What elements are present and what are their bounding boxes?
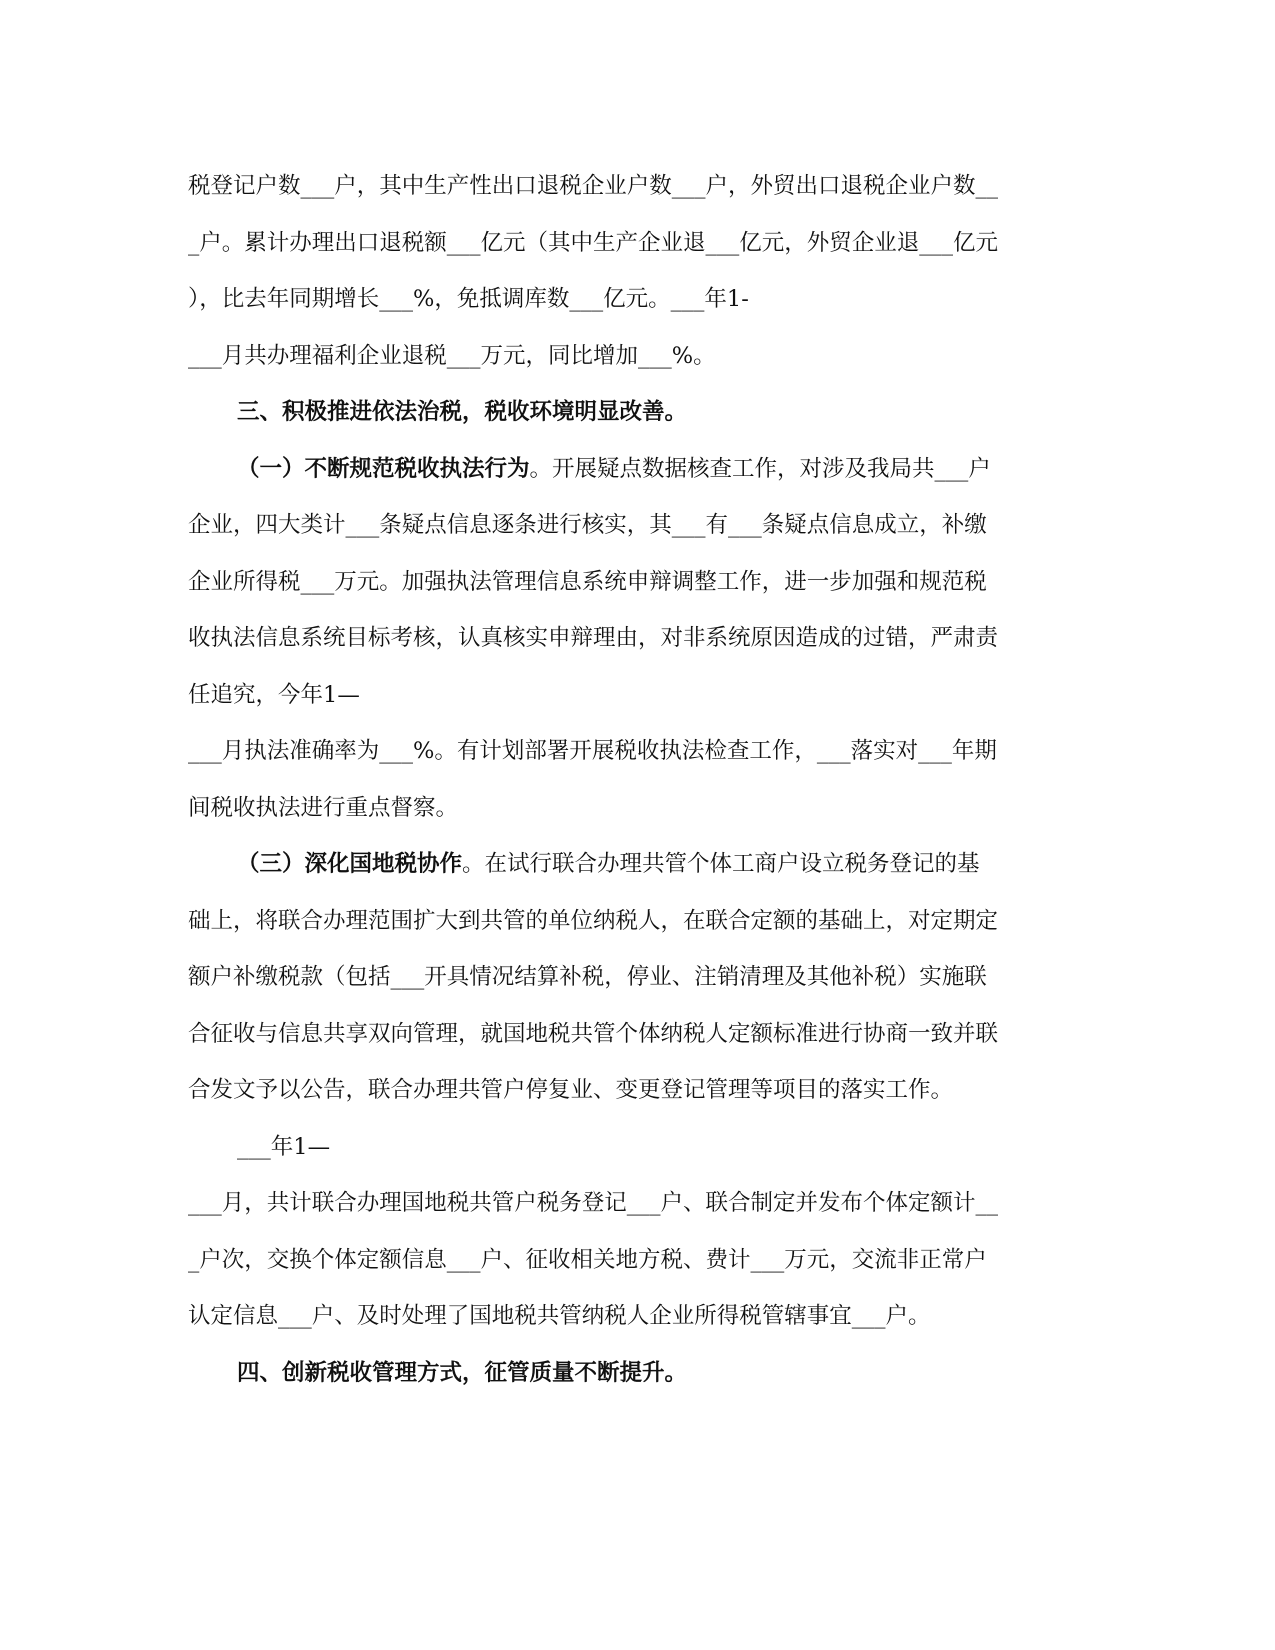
section-3-1-line-1-text: 。开展疑点数据核查工作，对涉及我局共___户 <box>529 456 991 482</box>
section-3-3-line-1-text: 。在试行联合办理共管个体工商户设立税务登记的基 <box>462 851 980 877</box>
section-3-3-line-1 <box>237 848 1137 880</box>
section-3-3-line-2: 础上，将联合办理范围扩大到共管的单位纳税人，在联合定额的基础上，对定期定 <box>188 908 999 934</box>
stats-paragraph-line-2: ___月，共计联合办理国地税共管户税务登记___户、联合制定并发布个体定额计__ <box>188 1190 999 1216</box>
paragraph-1-line-3: ），比去年同期增长___%，免抵调库数___亿元。___年1- <box>188 286 749 312</box>
section-3-3-line-4: 合征收与信息共享双向管理，就国地税共管个体纳税人定额标准进行协商一致并联 <box>188 1021 999 1047</box>
paragraph-1-line-4: ___月共办理福利企业退税___万元，同比增加___%。 <box>188 343 716 369</box>
section-3-1-line-7: 间税收执法进行重点督察。 <box>188 795 459 821</box>
section-3-3-line-5: 合发文予以公告，联合办理共管户停复业、变更登记管理等项目的落实工作。 <box>188 1077 954 1103</box>
stats-paragraph-line-4: 认定信息___户、及时处理了国地税共管纳税人企业所得税管辖事宜___户。 <box>188 1303 931 1329</box>
section-heading-3: 三、积极推进依法治税，税收环境明显改善。 <box>237 399 688 425</box>
section-3-1-line-5: 任追究，今年1— <box>188 682 360 708</box>
section-3-1-line-3: 企业所得税___万元。加强执法管理信息系统申辩调整工作，进一步加强和规范税 <box>188 569 987 595</box>
section-heading-4: 四、创新税收管理方式，征管质量不断提升。 <box>237 1360 688 1386</box>
section-3-1-line-2: 企业，四大类计___条疑点信息逐条进行核实，其___有___条疑点信息成立，补缴 <box>188 512 987 538</box>
stats-paragraph-line-1: ___年1— <box>237 1134 331 1160</box>
section-3-1-line-6: ___月执法准确率为___%。有计划部署开展税收执法检查工作，___落实对___年期 <box>188 738 997 764</box>
section-3-1-label: （一）不断规范税收执法行为 <box>237 456 530 482</box>
paragraph-1-line-1: 税登记户数___户，其中生产性出口退税企业户数___户，外贸出口退税企业户数__ <box>188 173 999 199</box>
section-3-3-line-3: 额户补缴税款（包括___开具情况结算补税，停业、注销清理及其他补税）实施联 <box>188 964 987 990</box>
section-3-1-line-1 <box>237 453 1137 485</box>
paragraph-1-line-2: _户。累计办理出口退税额___亿元（其中生产企业退___亿元，外贸企业退___亿元 <box>188 230 999 256</box>
section-3-1-line-4: 收执法信息系统目标考核，认真核实申辩理由，对非系统原因造成的过错，严肃责 <box>188 625 999 651</box>
stats-paragraph-line-3: _户次，交换个体定额信息___户、征收相关地方税、费计___万元，交流非正常户 <box>188 1247 987 1273</box>
section-3-3-label: （三）深化国地税协作 <box>237 851 463 877</box>
